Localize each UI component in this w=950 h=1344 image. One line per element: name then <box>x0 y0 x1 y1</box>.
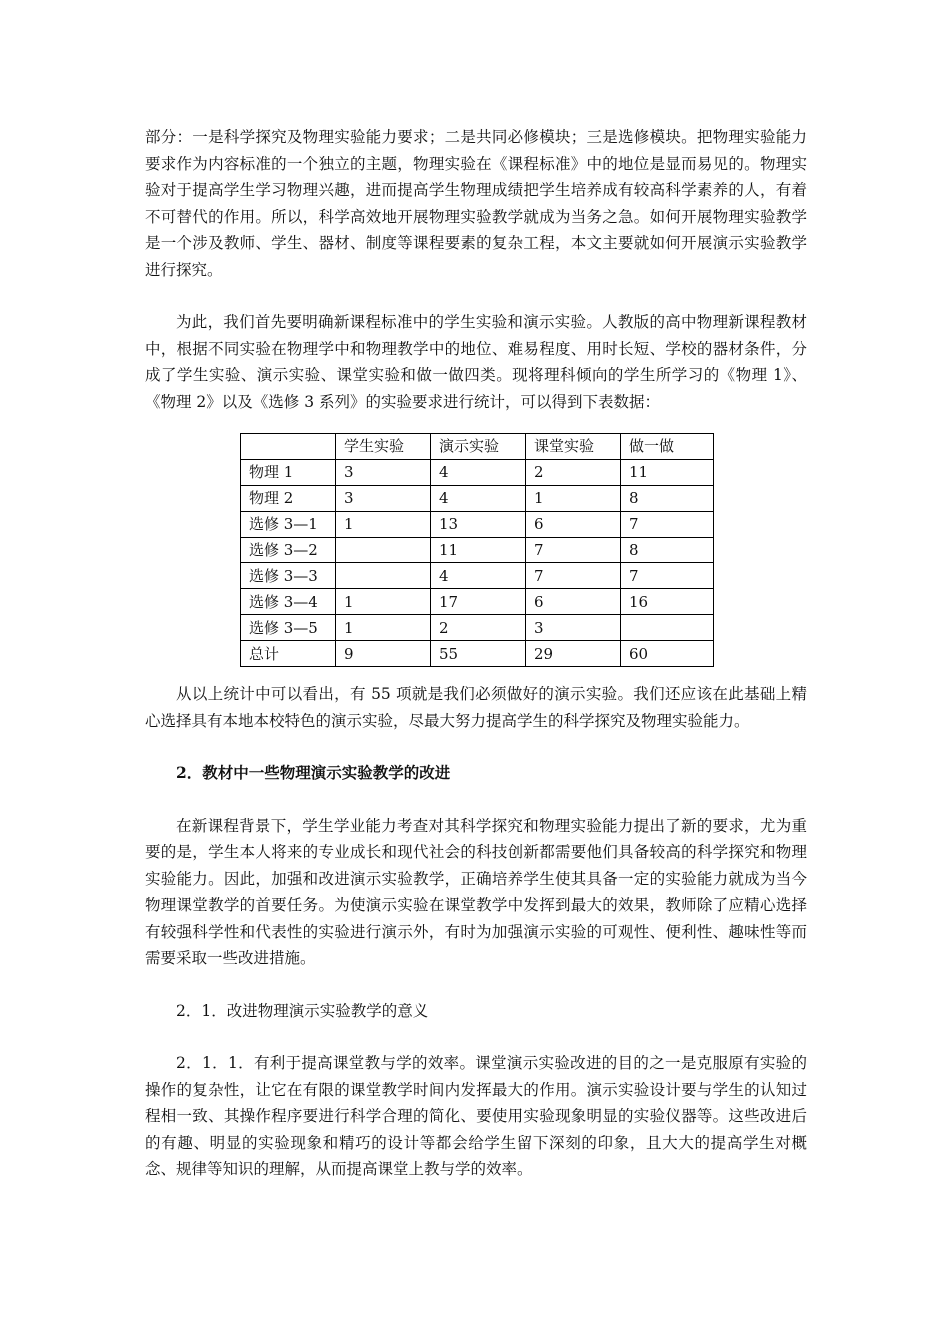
table-cell: 7 <box>526 563 621 589</box>
table-row <box>241 563 714 589</box>
table-cell: 3 <box>526 615 621 641</box>
paragraph-conclusion: 从以上统计中可以看出，有 55 项就是我们必须做好的演示实验。我们还应该在此基础上精心选择具有本地本校特色的演示实验，尽最大努力提高学生的科学探究及物理实验能力。 <box>145 685 807 730</box>
table-cell: 60 <box>621 641 714 667</box>
table-cell: 7 <box>526 537 621 563</box>
table-cell: 1 <box>336 589 431 615</box>
table-cell: 55 <box>431 641 526 667</box>
table-header-cell: 做一做 <box>621 434 714 460</box>
table-cell: 17 <box>431 589 526 615</box>
table-cell: 4 <box>431 485 526 511</box>
paragraph-intro: 部分：一是科学探究及物理实验能力要求；二是共同必修模块；三是选修模块。把物理实验能力要求作为内容标准的一个独立的主题，物理实验在《课程标准》中的地位是显而易见的。物理实验对于提高学生学习物理兴趣，进而提高学生物理成绩把学生培养成有较高科学素养的人，有着不可替代的作用。所以，科学高效地开展物理实验教学就成为当务之急。如何开展物理实验教学是一个涉及教师、学生、器材、制度等课程要素的复杂工程，本文主要就如何开展演示实验教学进行探究。 <box>145 128 807 279</box>
table-cell: 2 <box>431 615 526 641</box>
table-cell: 选修 3—2 <box>241 537 336 563</box>
document-page <box>145 124 807 1183</box>
table-cell: 11 <box>431 537 526 563</box>
table-header-row <box>241 434 714 460</box>
table-cell: 1 <box>336 511 431 537</box>
table-cell: 1 <box>526 485 621 511</box>
table-header-cell: 课堂实验 <box>526 434 621 460</box>
table-cell: 3 <box>336 485 431 511</box>
table-cell: 物理 2 <box>241 485 336 511</box>
table-cell: 29 <box>526 641 621 667</box>
table-cell: 16 <box>621 589 714 615</box>
table-cell: 13 <box>431 511 526 537</box>
paragraph-experiment-types: 为此，我们首先要明确新课程标准中的学生实验和演示实验。人教版的高中物理新课程教材中，根据不同实验在物理学中和物理教学中的地位、难易程度、用时长短、学校的器材条件，分成了学生实验、演示实验、课堂实验和做一做四类。现将理科倾向的学生所学习的《物理 1》、《物理 2》以及《选修 3 系列》的实验要求进行统计，可以得到下表数据： <box>145 313 807 411</box>
table-row <box>241 459 714 485</box>
table-header-cell: 演示实验 <box>431 434 526 460</box>
table-cell: 1 <box>336 615 431 641</box>
paragraph-background: 在新课程背景下，学生学业能力考查对其科学探究和物理实验能力提出了新的要求，尤为重要的是，学生本人将来的专业成长和现代社会的科技创新都需要他们具备较高的科学探究和物理实验能力。因此，加强和改进演示实验教学，正确培养学生使其具备一定的实验能力就成为当今物理课堂教学的首要任务。为使演示实验在课堂教学中发挥到最大的效果，教师除了应精心选择有较强科学性和代表性的实验进行演示外，有时为加强演示实验的可观性、便利性、趣味性等而需要采取一些改进措施。 <box>145 816 807 968</box>
table-cell: 7 <box>621 511 714 537</box>
table-row <box>241 511 714 537</box>
table-cell: 选修 3—1 <box>241 511 336 537</box>
table-row <box>241 615 714 641</box>
table-cell: 物理 1 <box>241 459 336 485</box>
table-row <box>241 589 714 615</box>
table-cell: 选修 3—5 <box>241 615 336 641</box>
table-cell: 3 <box>336 459 431 485</box>
table-cell: 7 <box>621 563 714 589</box>
table-cell: 8 <box>621 537 714 563</box>
table-cell: 6 <box>526 511 621 537</box>
table-row <box>241 485 714 511</box>
section-heading-2: 2．教材中一些物理演示实验教学的改进 <box>176 763 451 783</box>
table-cell: 选修 3—4 <box>241 589 336 615</box>
subsection-heading-2-1: 2．1．改进物理演示实验教学的意义 <box>176 1001 429 1020</box>
table-cell: 11 <box>621 459 714 485</box>
table-row <box>241 641 714 667</box>
table-header-cell: 学生实验 <box>336 434 431 460</box>
table-cell: 2 <box>526 459 621 485</box>
table-cell <box>621 615 714 641</box>
table-cell: 4 <box>431 563 526 589</box>
table-cell: 4 <box>431 459 526 485</box>
table-row <box>241 537 714 563</box>
table-header-cell <box>241 434 336 460</box>
table-cell <box>336 537 431 563</box>
table-cell: 6 <box>526 589 621 615</box>
table-cell <box>336 563 431 589</box>
table-cell: 选修 3—3 <box>241 563 336 589</box>
experiment-stats-table <box>240 433 714 667</box>
table-cell: 8 <box>621 485 714 511</box>
table-cell: 9 <box>336 641 431 667</box>
paragraph-2-1-1: 2．1．1．有利于提高课堂教与学的效率。课堂演示实验改进的目的之一是克服原有实验的操作的复杂性，让它在有限的课堂教学时间内发挥最大的作用。演示实验设计要与学生的认知过程相一致、其操作程序要进行科学合理的简化、要使用实验现象明显的实验仪器等。这些改进后的有趣、明显的实验现象和精巧的设计等都会给学生留下深刻的印象，且大大的提高学生对概念、规律等知识的理解，从而提高课堂上教与学的效率。 <box>145 1054 807 1179</box>
table-cell: 总计 <box>241 641 336 667</box>
